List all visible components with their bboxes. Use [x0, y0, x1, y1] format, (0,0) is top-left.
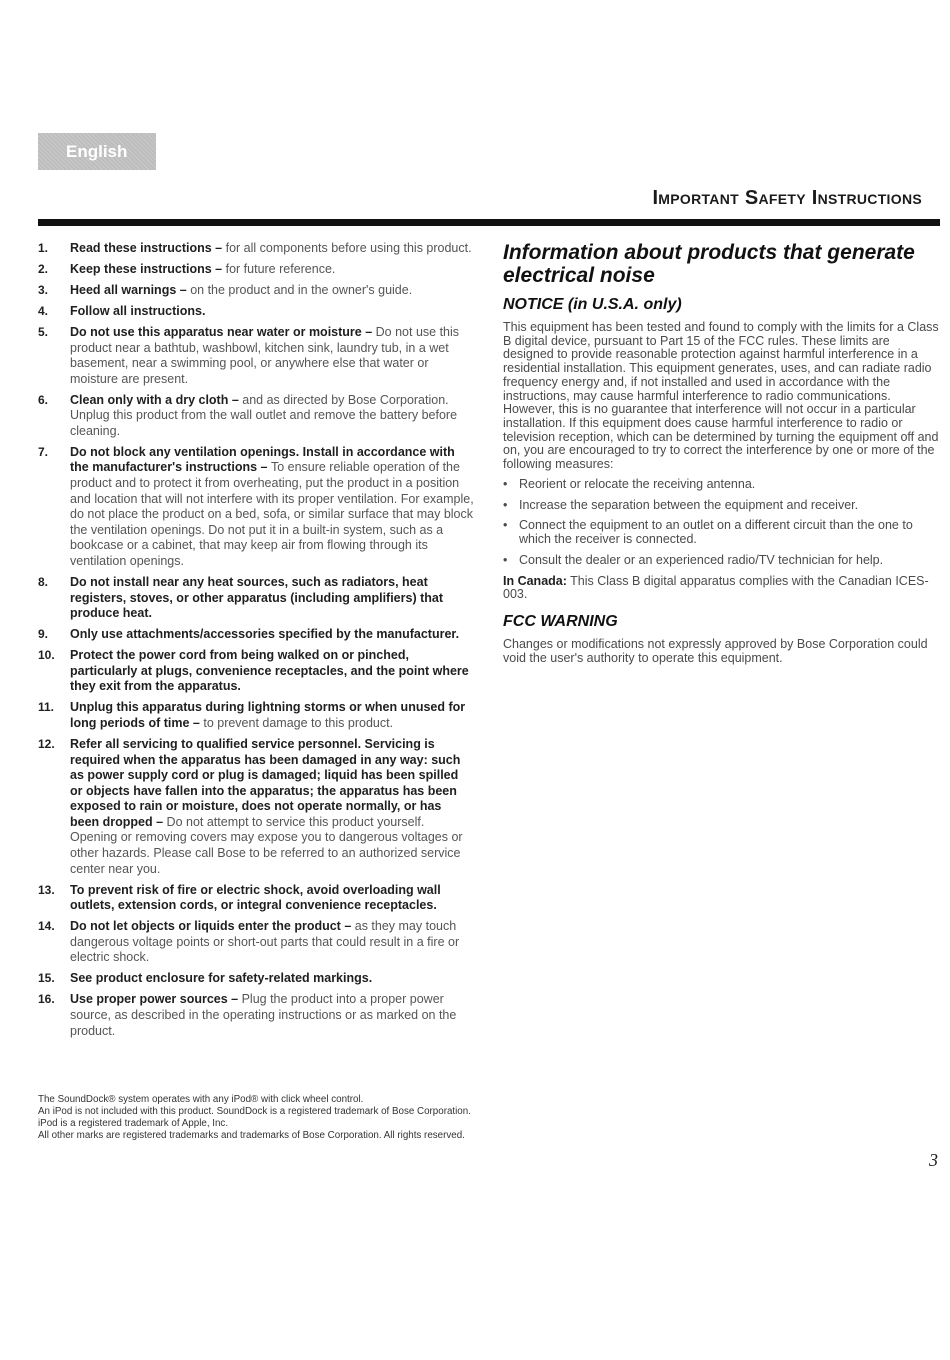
- item-number: 6.: [38, 392, 49, 407]
- list-item: [38, 575, 474, 622]
- canada-label: In Canada:: [503, 573, 567, 588]
- list-item: [38, 304, 474, 320]
- page-number: 3: [929, 1150, 938, 1170]
- footnote-line: An iPod is not included with this product. SoundDock is a registered trademark of Bose Corporation. iPod is a registered trademark of Apple, Inc.: [38, 1106, 471, 1129]
- footnote-line: The SoundDock® system operates with any iPod® with click wheel control.: [38, 1094, 364, 1105]
- list-item: [503, 519, 939, 547]
- item-text: and as directed by Bose Corporation. Unplug this product from the wall outlet and remove the battery before cleaning.: [70, 392, 458, 438]
- item-text: Do not use this product near a bathtub, washbowl, kitchen sink, laundry tub, in a wet basement, near a swimming pool, or anywhere else that water or moisture are present.: [70, 324, 460, 386]
- item-heading: Do not block any ventilation openings. Install in accordance with the manufacturer's instructions –: [70, 444, 455, 475]
- item-heading: Do not let objects or liquids enter the product –: [70, 919, 355, 934]
- list-item: [38, 648, 474, 695]
- item-number: 12.: [38, 736, 55, 751]
- item-text: for future reference.: [225, 261, 336, 276]
- noise-information-section: [503, 241, 939, 672]
- item-heading: Use proper power sources –: [70, 992, 242, 1007]
- item-text: To ensure reliable operation of the product and to protect it from overheating, put the product in a position and location that will not interfere with its proper ventilation. For example, do not place the product on a bed, sofa, or similar surface that may block the ventilation openings. Do not put it in a built-in system, such as a bookcase or a cabinet, that may keep air from flowing through its ventilation openings.: [70, 460, 474, 569]
- list-item: [38, 992, 474, 1039]
- item-number: 1.: [38, 241, 49, 255]
- list-item: [503, 499, 939, 513]
- item-heading: Only use attachments/accessories specified by the manufacturer.: [70, 627, 460, 642]
- item-heading: Do not use this apparatus near water or moisture –: [70, 324, 376, 339]
- measure-text: Increase the separation between the equipment and receiver.: [519, 497, 859, 512]
- bullet-icon: •: [503, 497, 508, 512]
- list-item: [38, 445, 474, 570]
- list-item: [38, 700, 474, 731]
- item-number: 9.: [38, 627, 49, 642]
- item-heading: Do not install near any heat sources, such as radiators, heat registers, stoves, or other apparatus (including amplifiers) that produce heat.: [70, 575, 443, 621]
- item-text: Do not attempt to service this product yourself. Opening or removing covers may expose you to dangerous voltages or other hazards. Please call Bose to be referred to an authorized service center near you.: [70, 814, 463, 876]
- list-item: [38, 919, 474, 966]
- canada-notice: [503, 575, 939, 602]
- item-number: 15.: [38, 971, 55, 986]
- item-heading: Unplug this apparatus during lightning storms or when unused for long periods of time –: [70, 700, 466, 730]
- list-item: [38, 737, 474, 877]
- item-text: for all components before using this product.: [225, 241, 472, 255]
- measure-text: Connect the equipment to an outlet on a different circuit than the one to which the receiver is connected.: [519, 518, 913, 547]
- safety-instructions-list: [38, 241, 474, 1045]
- footnote-line: All other marks are registered trademarks and trademarks of Bose Corporation. All rights reserved.: [38, 1130, 465, 1141]
- item-number: 5.: [38, 324, 49, 339]
- item-number: 16.: [38, 992, 55, 1007]
- item-text: to prevent damage to this product.: [203, 715, 394, 730]
- bullet-icon: •: [503, 476, 508, 491]
- item-number: 14.: [38, 919, 55, 934]
- item-heading: Protect the power cord from being walked on or pinched, particularly at plugs, convenience receptacles, and the point where they exit from the apparatus.: [70, 648, 469, 694]
- list-item: [503, 554, 939, 568]
- list-item: [38, 627, 474, 643]
- canada-text: This Class B digital apparatus complies with the Canadian ICES-003.: [503, 573, 929, 602]
- item-text: Plug the product into a proper power source, as described in the operating instructions or as marked on the product.: [70, 992, 457, 1038]
- list-item: [38, 971, 474, 987]
- item-number: 4.: [38, 303, 49, 318]
- measures-list: [503, 478, 939, 568]
- list-item: [38, 241, 474, 257]
- list-item: [38, 283, 474, 299]
- item-number: 11.: [38, 700, 55, 715]
- notice-heading: NOTICE (in U.S.A. only): [503, 296, 682, 313]
- item-heading: Read these instructions –: [70, 241, 226, 255]
- item-text: on the product and in the owner's guide.: [190, 282, 413, 297]
- item-heading: Keep these instructions –: [70, 261, 226, 276]
- notice-text: This equipment has been tested and found to comply with the limits for a Class B digital device, pursuant to Part 15 of the FCC rules. These limits are designed to provide reasonable protection against harmful interference in a residential installation. This equipment generates, uses, and can radiate radio frequency energy and, if not installed and used in accordance with the instructions, may cause harmful interference to radio communications. However, this is no guarantee that interference will not occur in a particular installation. If this equipment does cause harmful interference to radio or television reception, which can be determined by turning the equipment off and on, you are encouraged to try to correct the interference by one or more of the following measures:: [503, 320, 939, 472]
- item-number: 2.: [38, 261, 49, 276]
- header-rule: [38, 219, 940, 226]
- section-title: Important Safety Instructions: [652, 187, 922, 209]
- item-heading: Refer all servicing to qualified service personnel. Servicing is required when the apparatus has been damaged in any way: such as power supply cord or plug is damaged; liquid has been spilled or objects have fallen into the apparatus; the apparatus has been exposed to rain or moisture, does not operate normally, or has been dropped –: [70, 736, 461, 829]
- fcc-text: Changes or modifications not expressly approved by Bose Corporation could void the user's authority to operate this equipment.: [503, 637, 928, 665]
- item-heading: Clean only with a dry cloth –: [70, 392, 243, 407]
- item-number: 7.: [38, 444, 49, 459]
- bullet-icon: •: [503, 552, 508, 567]
- list-item: [503, 478, 939, 492]
- item-heading: Heed all warnings –: [70, 282, 191, 297]
- item-heading: To prevent risk of fire or electric shock, avoid overloading wall outlets, extension cords, or integral convenience receptacles.: [70, 882, 441, 913]
- item-number: 3.: [38, 282, 49, 297]
- measure-text: Consult the dealer or an experienced radio/TV technician for help.: [519, 552, 884, 567]
- bullet-icon: •: [503, 518, 508, 533]
- item-heading: Follow all instructions.: [70, 303, 206, 318]
- list-item: [38, 325, 474, 387]
- list-item: [38, 262, 474, 278]
- item-heading: See product enclosure for safety-related markings.: [70, 971, 373, 986]
- measure-text: Reorient or relocate the receiving antenna.: [519, 476, 756, 491]
- item-number: 13.: [38, 882, 55, 897]
- list-item: [38, 883, 474, 914]
- info-heading: Information about products that generate electrical noise: [503, 241, 915, 287]
- trademark-footnote: [38, 1094, 478, 1142]
- item-number: 8.: [38, 575, 49, 590]
- list-item: [38, 393, 474, 440]
- item-text: as they may touch dangerous voltage points or short-out parts that could result in a fire or electric shock.: [70, 919, 460, 965]
- item-number: 10.: [38, 648, 55, 663]
- language-tab: English: [38, 133, 156, 170]
- fcc-heading: FCC WARNING: [503, 613, 618, 631]
